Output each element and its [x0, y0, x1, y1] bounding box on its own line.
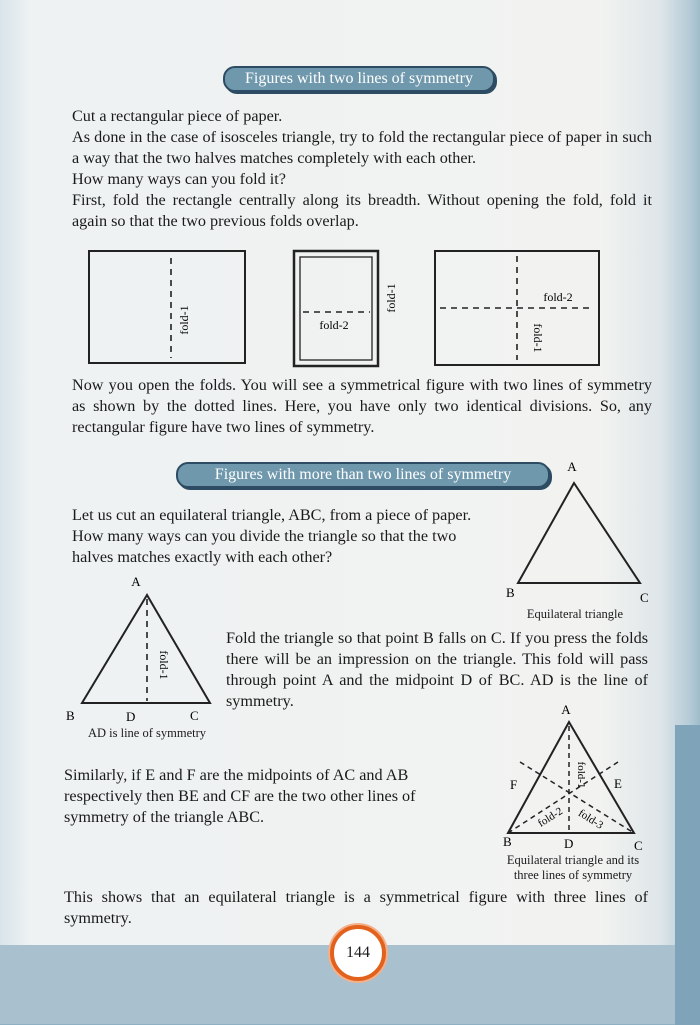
- three-lines-caption-line2: three lines of symmetry: [513, 868, 633, 882]
- triangle-ad-symmetry-figure: [62, 575, 222, 725]
- three-lines-caption-line1: Equilateral triangle and its: [506, 853, 640, 867]
- midpoint-label-d: D: [564, 836, 574, 851]
- page-shadow-right: [675, 725, 700, 1025]
- triangle-three-lines-figure: [496, 700, 656, 855]
- fold-1-label: fold-1: [177, 305, 191, 335]
- midpoint-label-e: E: [614, 776, 622, 791]
- vertex-label-b: B: [503, 834, 512, 849]
- equilateral-triangle-caption: Equilateral triangle: [526, 607, 624, 621]
- fold-3-label: fold-3: [576, 807, 606, 832]
- vertex-label-a: A: [561, 702, 571, 717]
- vertex-label-c: C: [634, 838, 643, 853]
- fold-2-label: fold-2: [543, 290, 573, 304]
- vertex-label-c: C: [190, 708, 199, 723]
- paragraph: Similarly, if E and F are the midpoints of AC and AB respectively then BE and CF are the two other lines of symmetry of the triangle ABC.: [64, 766, 416, 826]
- vertex-label-a: A: [131, 574, 141, 589]
- section-heading-two-lines: Figures with two lines of symmetry: [223, 66, 495, 92]
- vertex-label-a: A: [567, 459, 577, 474]
- vertex-label-b: B: [506, 585, 515, 600]
- equilateral-triangle-figure: [502, 458, 662, 608]
- rectangle-fold2-figure: [291, 250, 398, 370]
- paragraph: Now you open the folds. You will see a symmetrical figure with two lines of symmetry as shown by the dotted lines. Here, you have only two identical divisions. So, any rectangular figure have two lines of symmetry.: [72, 376, 652, 436]
- fold-1-label: fold-1: [157, 650, 171, 680]
- fold-1-label: fold-1: [384, 283, 398, 313]
- section-heading-more-lines: Figures with more than two lines of symmetry: [176, 462, 550, 488]
- midpoint-label-d: D: [126, 709, 136, 724]
- fold-1-label: fold-1: [531, 323, 545, 353]
- fold-2-label: fold-2: [319, 318, 349, 332]
- vertex-label-c: C: [640, 590, 649, 605]
- midpoint-label-f: F: [510, 777, 518, 792]
- paragraph: Let us cut an equilateral triangle, ABC, from a piece of paper. How many ways can you divide the triangle so that the two halves matches exactly with each other?: [72, 506, 472, 566]
- paragraph: Fold the triangle so that point B falls on C. If you press the folds there will be an impression on the triangle. This fold will pass through point A and the midpoint D of BC. AD is the line of symmetry.: [226, 629, 648, 710]
- vertex-label-b: B: [66, 708, 75, 723]
- paragraph-line: How many ways can you fold it?: [72, 170, 286, 188]
- page-number: 144: [330, 925, 386, 981]
- rectangle-fold1-figure: [88, 250, 248, 370]
- rectangle-both-folds-figure: [434, 250, 604, 370]
- paragraph: As done in the case of isosceles triangle, try to fold the rectangular piece of paper in such a way that the two halves matches completely with each other.: [72, 128, 652, 167]
- ad-triangle-caption: AD is line of symmetry: [87, 726, 207, 740]
- fold-1-label: fold-1: [575, 761, 587, 789]
- fold-2-label: fold-2: [535, 805, 565, 830]
- conclusion-paragraph: This shows that an equilateral triangle is a symmetrical figure with three lines of symmetry.: [64, 888, 648, 927]
- paragraph: First, fold the rectangle centrally along its breadth. Without opening the fold, fold it again so that the two previous folds overlap.: [72, 191, 652, 230]
- paragraph-line: Cut a rectangular piece of paper.: [72, 107, 283, 125]
